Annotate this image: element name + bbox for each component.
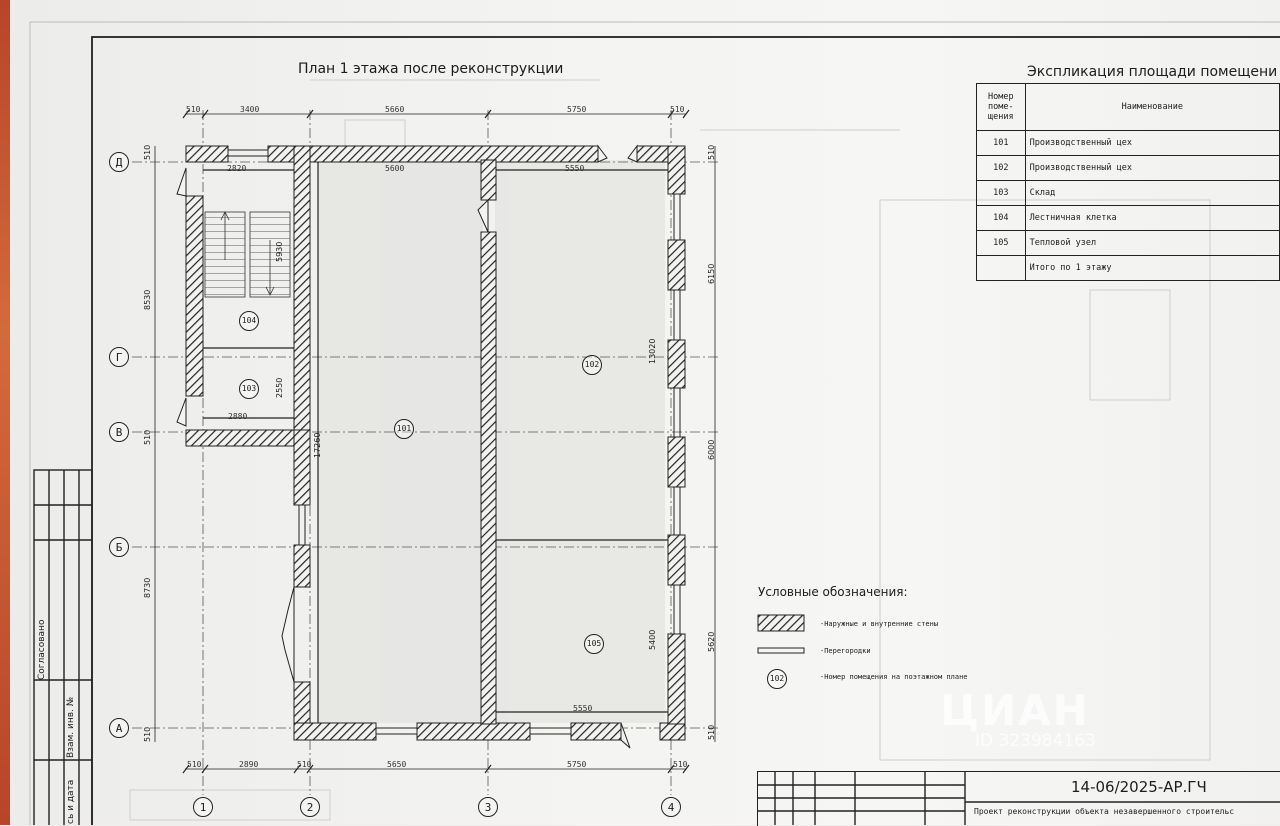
dim-left-1: 510 xyxy=(143,144,152,160)
dim-bottom-2: 2890 xyxy=(239,760,259,769)
watermark-id: ID 323984163 xyxy=(975,731,1096,751)
dim-right-4: 5620 xyxy=(707,631,716,652)
axis-marker-1: 1 xyxy=(193,797,213,817)
legend-title: Условные обозначения: xyxy=(758,585,908,599)
drawing-code: 14-06/2025-АР.ГЧ xyxy=(1071,778,1207,796)
table-row: 101 Производственный цех xyxy=(977,131,1280,156)
explication-title: Экспликация площади помещени xyxy=(1027,64,1278,80)
dim-inner-13020: 13020 xyxy=(648,338,657,364)
dim-left-4: 8730 xyxy=(143,577,152,598)
dim-inner-5550-bottom: 5550 xyxy=(573,704,593,713)
table-row: 105 Тепловой узел xyxy=(977,231,1280,256)
dim-bottom-5: 5750 xyxy=(567,760,587,769)
dim-top-4: 5750 xyxy=(567,105,587,114)
dim-bottom-1: 510 xyxy=(187,760,202,769)
sidebar-inv: Взам. инв. № xyxy=(66,696,76,758)
room-marker-104: 104 xyxy=(239,311,259,331)
dim-top-3: 5660 xyxy=(385,105,405,114)
dim-inner-5600: 5600 xyxy=(385,164,405,173)
dim-inner-2880: 2880 xyxy=(228,412,248,421)
dim-left-3: 510 xyxy=(143,429,152,445)
axis-marker-2: 2 xyxy=(300,797,320,817)
dim-bottom-3: 510 xyxy=(297,760,312,769)
plan-title: План 1 этажа после реконструкции xyxy=(298,61,564,77)
room-marker-103: 103 xyxy=(239,379,259,399)
dim-right-2: 6150 xyxy=(707,263,716,284)
axis-marker-a: А xyxy=(109,718,129,738)
axis-marker-b: Б xyxy=(109,537,129,557)
axis-marker-v: В xyxy=(109,422,129,442)
project-description: Проект реконструкции объекта незавершенного строительс xyxy=(974,807,1235,816)
dim-right-3: 6000 xyxy=(707,439,716,460)
sidebar-agreed: Согласовано xyxy=(37,619,47,680)
legend-walls-label: -Наружные и внутренние стены xyxy=(820,620,939,628)
table-row: 103 Склад xyxy=(977,181,1280,206)
dim-inner-2820: 2820 xyxy=(227,164,247,173)
watermark-logo: ЦИАН xyxy=(940,686,1090,735)
sidebar-sign: сь и дата xyxy=(66,779,76,824)
dim-top-2: 3400 xyxy=(240,105,260,114)
axis-marker-g: Г xyxy=(109,347,129,367)
header-room-number: Номер поме- щения xyxy=(977,84,1026,131)
axis-marker-4: 4 xyxy=(661,797,681,817)
header-room-name: Наименование xyxy=(1025,84,1279,131)
dim-left-5: 510 xyxy=(143,726,152,742)
legend-room-number-sample: 102 xyxy=(767,669,787,689)
dim-inner-5550-top: 5550 xyxy=(565,164,585,173)
dim-top-5: 510 xyxy=(670,105,685,114)
axis-marker-d: Д xyxy=(109,152,129,172)
axis-marker-3: 3 xyxy=(478,797,498,817)
dim-inner-17260: 17260 xyxy=(313,432,322,458)
dim-inner-5930: 5930 xyxy=(275,241,284,262)
table-row: 104 Лестничная клетка xyxy=(977,206,1280,231)
room-marker-102: 102 xyxy=(582,355,602,375)
table-row-total: Итого по 1 этажу xyxy=(977,256,1280,281)
dim-bottom-6: 510 xyxy=(673,760,688,769)
dim-right-5: 510 xyxy=(707,724,716,740)
legend-room-number-label: -Номер помещения на поэтажном плане xyxy=(820,673,968,681)
dim-bottom-4: 5650 xyxy=(387,760,407,769)
room-marker-105: 105 xyxy=(584,634,604,654)
explication-header-row xyxy=(977,84,1280,131)
dim-inner-2550: 2550 xyxy=(275,377,284,398)
dim-left-2: 8530 xyxy=(143,289,152,310)
table-row: 102 Производственный цех xyxy=(977,156,1280,181)
legend-partitions-label: -Перегородки xyxy=(820,647,871,655)
room-marker-101: 101 xyxy=(394,419,414,439)
dim-right-1: 510 xyxy=(707,144,716,160)
dim-top-1: 510 xyxy=(186,105,201,114)
explication-table xyxy=(976,83,1280,281)
dim-inner-5400: 5400 xyxy=(648,629,657,650)
